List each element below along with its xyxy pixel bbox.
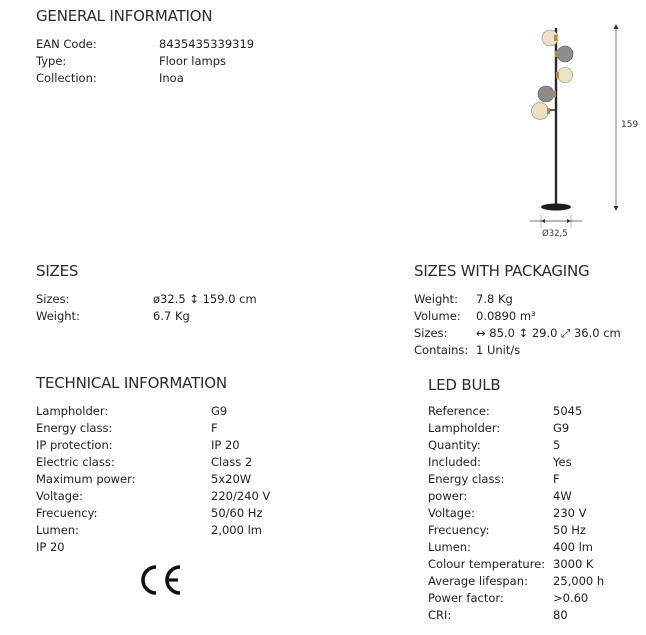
info-label: Contains: [414,343,469,357]
info-label: Frecuency: [36,506,98,520]
info-value: Class 2 [211,455,253,469]
info-label: Average lifespan: [428,574,528,588]
info-value: 0.0890 m³ [476,309,536,323]
info-label: Weight: [414,292,458,306]
globe-bulb-3 [556,68,573,83]
packaging-heading: SIZES WITH PACKAGING [414,262,590,280]
height-label: 159 [621,120,638,130]
info-value: 5045 [553,404,583,418]
info-label: Sizes: [414,326,448,340]
globe-bulb-4 [538,86,556,102]
globe-bulb-1 [542,30,558,46]
info-label: IP 20 [36,540,65,554]
info-label: CRI: [428,608,452,622]
info-label: Included: [428,455,482,469]
info-label: Electric class: [36,455,115,469]
info-label: Power factor: [428,591,504,605]
info-value: 6.7 Kg [153,309,190,323]
info-value: 1 Unit/s [476,343,521,357]
info-label: Maximum power: [36,472,136,486]
info-label: EAN Code: [36,37,97,51]
info-label: Lumen: [428,540,471,554]
info-value: 25,000 h [553,574,605,588]
info-value: Yes [553,455,572,469]
info-label: Quantity: [428,438,481,452]
info-label: Reference: [428,404,490,418]
info-value: ø32.5 ↕ 159.0 cm [153,292,257,306]
lamp-dimension-diagram [518,18,638,243]
info-label: Voltage: [36,489,84,503]
info-value: Inoa [159,71,184,85]
info-label: Lampholder: [428,421,501,435]
info-label: Collection: [36,71,97,85]
info-label: Frecuency: [428,523,490,537]
info-label: Sizes: [36,292,70,306]
info-value: 8435435339319 [159,37,255,51]
general-information-heading: GENERAL INFORMATION [36,7,213,25]
info-value: 7.8 Kg [476,292,513,306]
info-value: IP 20 [211,438,240,452]
info-value: G9 [553,421,570,435]
info-value: F [553,472,560,486]
diameter-label: Ø32,5 [542,229,568,239]
info-label: Weight: [36,309,80,323]
info-label: Energy class: [428,472,505,486]
info-label: Lumen: [36,523,79,537]
info-label: Type: [36,54,67,68]
info-value: 400 lm [553,540,594,554]
info-value: 80 [553,608,568,622]
globe-bulb-5 [532,103,551,120]
info-value: F [211,421,218,435]
info-value: G9 [211,404,228,418]
info-label: Colour temperature: [428,557,546,571]
info-value: 230 V [553,506,587,520]
info-value: ↔ 85.0 ↕ 29.0 ⤢ 36.0 cm [476,326,621,340]
technical-information-heading: TECHNICAL INFORMATION [36,374,227,392]
info-value: >0.60 [553,591,589,605]
led-bulb-heading: LED BULB [428,376,501,394]
info-value: 5 [553,438,561,452]
lamp-base [541,204,571,211]
info-value: 3000 K [553,557,594,571]
info-label: Voltage: [428,506,476,520]
info-value: 5x20W [211,472,252,486]
info-value: 4W [553,489,572,503]
info-label: Volume: [414,309,461,323]
globe-bulb-2 [555,46,573,62]
info-label: IP protection: [36,438,113,452]
info-label: Lampholder: [36,404,109,418]
info-value: 220/240 V [211,489,271,503]
ce-mark-icon [136,562,184,598]
info-label: power: [428,489,468,503]
info-value: 50/60 Hz [211,506,263,520]
info-value: Floor lamps [159,54,227,68]
sizes-heading: SIZES [36,262,79,280]
info-label: Energy class: [36,421,113,435]
info-value: 50 Hz [553,523,586,537]
info-value: 2,000 lm [211,523,262,537]
